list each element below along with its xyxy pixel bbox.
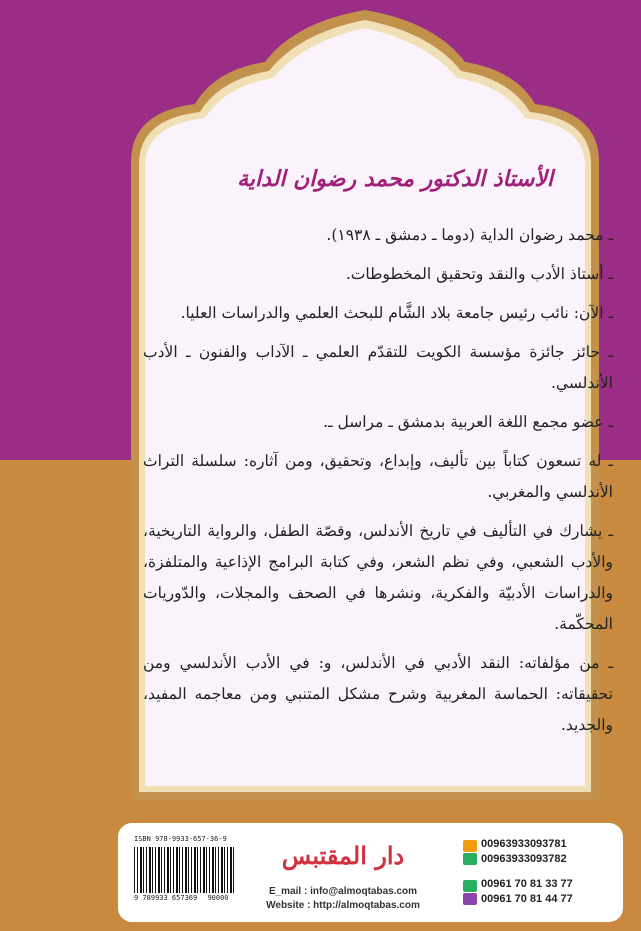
publisher-email[interactable]: E_mail : info@almoqtabas.com — [268, 886, 418, 897]
phone-numbers — [481, 837, 567, 867]
phone-number[interactable]: 00961 70 81 33 77 — [481, 878, 573, 890]
bio-item: ـ أستاذ الأدب والنقد وتحقيق المخطوطات. — [345, 265, 613, 283]
phone-number[interactable]: 00961 70 81 44 77 — [481, 893, 573, 905]
publisher-footer — [118, 823, 623, 922]
publisher-logo: دار المقتبس — [281, 841, 405, 870]
barcode-icon — [134, 847, 234, 893]
phone-group-syria — [463, 837, 613, 867]
bio-item: ـ له تسعون كتاباً بين تأليف، وإبداع، وتحقيق، ومن آثاره: سلسلة التراث الأندلسي والمغربي. — [143, 452, 613, 501]
biography-panel — [108, 120, 613, 770]
bio-item: ـ الآن: نائب رئيس جامعة بلاد الشَّام للبحث العلمي والدراسات العليا. — [180, 304, 613, 322]
publisher-website[interactable]: Website : http://almoqtabas.com — [266, 900, 420, 911]
phone-number[interactable]: 00963933093781 — [481, 838, 567, 850]
barcode-digits — [134, 894, 238, 902]
barcode-number: 9 789933 657369 — [134, 894, 198, 902]
publisher-info — [253, 841, 433, 911]
bio-item: ـ حائز جائزة مؤسسة الكويت للتقدّم العلمي ـ الآداب والفنون ـ الأدب الأندلسي. — [143, 343, 613, 392]
isbn-label: ISBN 978-9933-657-36-9 — [134, 835, 227, 843]
messaging-icons — [463, 840, 477, 865]
whatsapp-icon — [463, 853, 477, 865]
phone-group-lebanon — [463, 877, 613, 907]
author-title: الأستاذ الدكتور محمد رضوان الداية — [237, 166, 553, 192]
messaging-icons — [463, 880, 477, 905]
bio-item: ـ يشارك في التأليف في تاريخ الأندلس، وقصّة الطفل، والرواية التاريخية، والأدب الشعبي، وفي نظم الشعر، وفي كتابة البرامج الإذاعية والمتلفزة، والدراسات الأدبيّة والفكرية، ونشرها في الصحف والمجلات، والدّوريات المحكّمة. — [143, 522, 613, 633]
telegram-icon — [463, 840, 477, 852]
bio-item: ـ من مؤلفاته: النقد الأدبي في الأندلس، و: في الأدب الأندلسي ومن تحقيقاته: الحماسة المغربية وشرح مشكل المتنبي ومن معاجمه المفيد، والجديد. — [143, 654, 613, 734]
phone-number[interactable]: 00963933093782 — [481, 853, 567, 865]
phone-numbers — [481, 877, 573, 907]
bio-item: ـ عضو مجمع اللغة العربية بدمشق ـ مراسل ـ. — [323, 413, 613, 431]
barcode-suffix: 90000 — [207, 894, 229, 902]
viber-icon — [463, 893, 477, 905]
biography-list — [143, 220, 613, 749]
whatsapp-icon — [463, 880, 477, 892]
isbn-barcode — [134, 835, 238, 913]
phone-contacts — [463, 837, 613, 917]
bio-item: ـ محمد رضوان الداية (دوما ـ دمشق ـ ١٩٣٨). — [326, 226, 613, 244]
